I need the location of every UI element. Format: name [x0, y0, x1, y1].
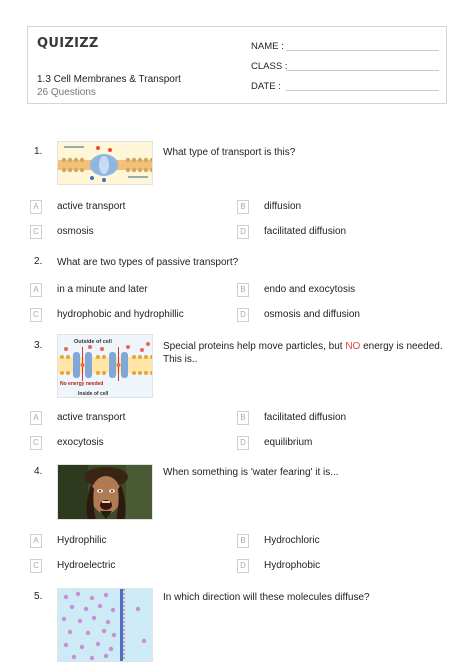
option-text: endo and exocytosis [264, 284, 356, 295]
date-label: DATE : [251, 81, 281, 92]
question-text: What type of transport is this? [163, 147, 296, 158]
class-field[interactable] [251, 61, 439, 72]
name-label: NAME : [251, 41, 284, 52]
option-text: Hydrochloric [264, 535, 320, 546]
option-letter: B [237, 411, 249, 425]
option-letter: C [30, 225, 42, 239]
option-letter: C [30, 559, 42, 573]
question-text-part: Special proteins help move particles, but [163, 341, 346, 352]
option-text: osmosis [57, 226, 94, 237]
question-text: What are two types of passive transport? [57, 257, 239, 268]
question-3-image [57, 334, 153, 398]
option-letter: C [30, 436, 42, 450]
question-number: 2. [34, 256, 43, 267]
class-label: CLASS : [251, 61, 288, 72]
image-label-no-energy: No energy needed [60, 381, 104, 387]
option-text: in a minute and later [57, 284, 148, 295]
question-number: 5. [34, 591, 43, 602]
question-4-image [57, 464, 153, 520]
option-text: Hydrophilic [57, 535, 107, 546]
question-number: 3. [34, 340, 43, 351]
option-text: equilibrium [264, 437, 313, 448]
option-text: facilitated diffusion [264, 226, 347, 237]
option-text: Hydroelectric [57, 560, 116, 571]
option-letter: A [30, 200, 42, 214]
question-1-image [57, 141, 153, 185]
pirate-photo [58, 465, 153, 520]
option-text: active transport [57, 201, 126, 212]
worksheet-header [27, 26, 447, 104]
cell-membrane-pump-diagram [58, 142, 153, 185]
question-text [163, 340, 445, 366]
question-text-part: energy is needed. This is.. [163, 341, 443, 365]
option-letter: B [237, 534, 249, 548]
name-field[interactable] [251, 41, 439, 52]
question-number: 1. [34, 146, 43, 157]
option-letter: B [237, 200, 249, 214]
option-letter: D [237, 225, 249, 239]
question-text-highlight: NO [345, 341, 361, 352]
question-number: 4. [34, 466, 43, 477]
option-letter: D [237, 559, 249, 573]
option-text: facilitated diffusion [264, 412, 347, 423]
molecule-concentration-diagram [58, 589, 153, 662]
option-letter: D [237, 436, 249, 450]
worksheet-title: 1.3 Cell Membranes & Transport [37, 74, 181, 85]
option-text: active transport [57, 412, 126, 423]
question-text: When something is 'water fearing' it is... [163, 467, 339, 478]
option-letter: C [30, 308, 42, 322]
date-field[interactable] [251, 81, 439, 92]
option-letter: A [30, 534, 42, 548]
option-text: osmosis and diffusion [264, 309, 360, 320]
option-letter: A [30, 411, 42, 425]
option-text: exocytosis [57, 437, 104, 448]
option-text: hydrophobic and hydrophillic [57, 309, 184, 320]
image-label-inside: Inside of cell [78, 391, 109, 397]
question-5-image [57, 588, 153, 662]
option-text: diffusion [264, 201, 302, 212]
protein-channel-diagram [58, 335, 153, 398]
option-letter: A [30, 283, 42, 297]
option-letter: B [237, 283, 249, 297]
quizizz-logo: QUIZIZZ [37, 36, 99, 51]
question-count: 26 Questions [37, 87, 96, 98]
question-text: In which direction will these molecules diffuse? [163, 592, 370, 603]
option-letter: D [237, 308, 249, 322]
option-text: Hydrophobic [264, 560, 321, 571]
image-label-outside: Outside of cell [74, 339, 112, 345]
